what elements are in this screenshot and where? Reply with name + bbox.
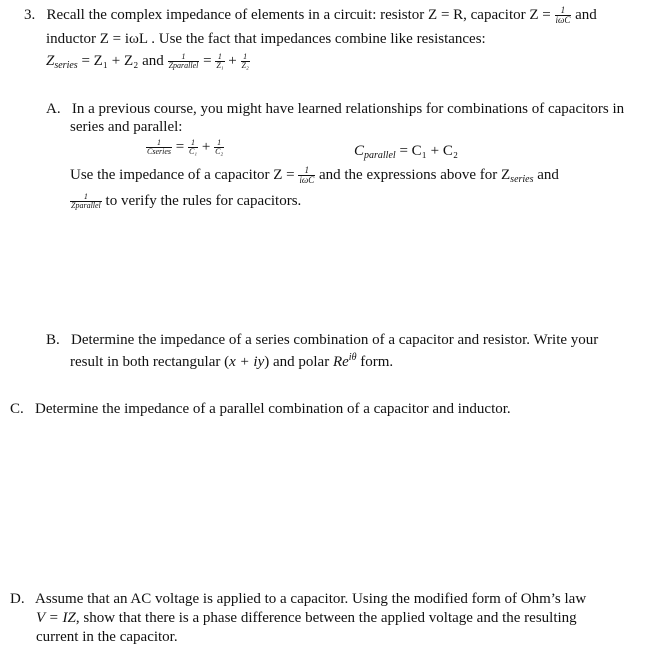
z-series-symbol: Z [46,53,55,69]
partB-line-1 [46,331,598,349]
partA-equations: $\frac{1}{\text{Cseries}}$ = $\frac{1}{\text{C₁}}$ + $\frac{1}{\text{C₂}}$ [147,138,224,157]
partD-line-3 [36,628,178,646]
partA-text-3b: and the expressions above for Z [318,167,511,183]
partD-line-2 [36,609,577,627]
partB-label: B. [46,332,60,348]
q3-intro-text: Recall the complex impedance of elements in a circuit: resistor Z = R, capacitor Z = [46,7,551,23]
partD-text-2b: , show that there is a phase difference between the applied voltage and the resulting [75,610,577,626]
partA-line-1 [46,100,624,118]
partB-line-2 [70,349,393,371]
q3-line-3: $Z_{series} = Z_1 + Z_2$ and $\frac{1}{\text{Zparallel}}$ = $\frac{1}{\text{Z₁}}$ + $\frac{1}{\text{Z₂}}$ [46,52,249,71]
partA-text-3a: Use the impedance of a capacitor Z = [70,167,295,183]
partA-series-subscript: series [510,174,534,185]
z1-fraction: $\frac{1}{\text{Z₁}}$ [216,52,224,71]
partA-line-3 [70,166,559,186]
q3-number: 3. [24,7,36,23]
q3-line-1 [24,6,597,25]
partD-text-1: Assume that an AC voltage is applied to a capacitor. Using the modified form of Ohm’s law [35,591,587,607]
rectangular-form: x + iy [229,354,265,370]
partC-line [10,400,511,418]
c1-fraction: $\frac{1}{\text{C₁}}$ [188,138,198,157]
q3-line-2 [46,30,486,48]
partB-text-2c: form. [356,354,394,370]
c-parallel-rhs: = C₁ + C₂ [399,143,459,159]
c2-fraction: $\frac{1}{\text{C₂}}$ [215,138,224,157]
z-series-subscript: series [54,60,78,71]
z-parallel-fraction: $\frac{1}{\text{Zparallel}}$ [168,52,199,71]
partA-label: A. [46,101,61,117]
partB-text-2b: ) and polar [264,354,333,370]
partD-text-3: current in the capacitor. [36,629,178,645]
c-parallel-equation [354,142,458,162]
capacitor-z-fraction: $\frac{1}{\text{iωC}}$ [299,165,315,186]
partA-text-2: series and parallel: [70,119,183,135]
partD-line-1 [10,590,586,608]
capacitor-impedance-fraction: $\frac{1}{\text{iωC}}$ [555,5,571,26]
q3-and: and [575,7,597,23]
polar-form: Re [332,354,349,370]
ohms-law: V = IZ [36,610,76,626]
z-series-rhs: = Z₁ + Z₂ and [81,53,164,69]
c-parallel-subscript: parallel [364,150,396,161]
partA-text-4: to verify the rules for capacitors. [105,193,302,209]
z-parallel-inverse-fraction: $\frac{1}{\text{Zparallel}}$ [71,192,101,211]
partD-label: D. [10,591,25,607]
partB-text-1: Determine the impedance of a series combination of a capacitor and resistor. Write your [71,332,599,348]
partB-text-2a: result in both rectangular ( [70,354,230,370]
partA-line-4 [70,192,301,210]
partA-text-1: In a previous course, you might have learned relationships for combinations of capacitors in [71,101,625,117]
z2-fraction: $\frac{1}{\text{Z₂}}$ [241,52,249,71]
partA-text-3c: and [537,167,559,183]
partA-line-2 [70,118,182,136]
polar-exponent: iθ [348,352,357,363]
c-parallel-symbol: C [354,143,365,159]
partC-label: C. [10,401,24,417]
partC-text: Determine the impedance of a parallel combination of a capacitor and inductor. [35,401,511,417]
c-series-fraction: $\frac{1}{\text{Cseries}}$ [147,138,171,157]
q3-inductor-text: inductor Z = iωL . Use the fact that impedances combine like resistances: [46,31,486,47]
